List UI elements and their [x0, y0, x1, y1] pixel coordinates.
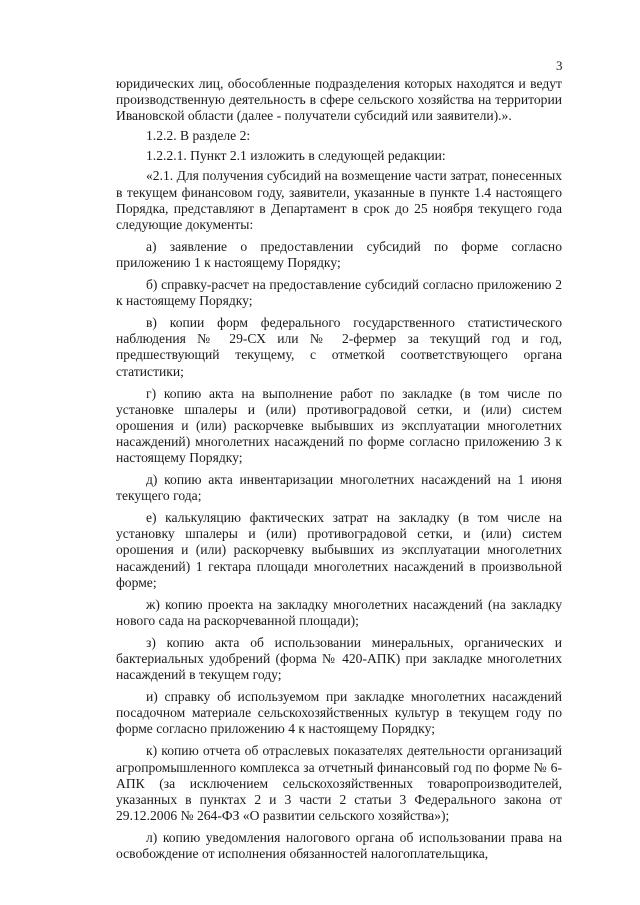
paragraph-continuation: юридических лиц, обособленные подразделения которых находятся и ведут производственную деятельность в сфере сельского хозяйства на территории Ивановской области (далее - получатели субсидий или заявители).».	[116, 76, 562, 124]
document-body	[116, 76, 562, 862]
list-item-l: л) копию уведомления налогового органа об использовании права на освобождение от исполнения обязанностей налогоплательщика,	[116, 829, 562, 862]
list-item-e: е) калькуляцию фактических затрат на закладку (в том числе на установку шпалеры и (или) противоградовой сетки, и (или) систем орошения и (или) раскорчевку выбывших из эксплуатации многолетних насаждений) 1 гектара площади многолетних насаждений в произвольной форме;	[116, 510, 562, 590]
list-item-i: и) справку об используемом при закладке многолетних насаждений посадочном материале сельскохозяйственных культур в текущем году по форме согласно приложению 4 к настоящему Порядку;	[116, 689, 562, 737]
paragraph-section-1-2-2: 1.2.2. В разделе 2:	[146, 128, 251, 144]
paragraph-clause-2-1: «2.1. Для получения субсидий на возмещение части затрат, понесенных в текущем финансовом году, заявители, указанные в пункте 1.4 настоящего Порядка, представляют в Департамент в срок до 25 ноября текущего года следующие документы:	[116, 168, 562, 232]
list-item-z: з) копию акта об использовании минеральных, органических и бактериальных удобрений (форма № 420-АПК) при закладке многолетних насаждений в текущем году;	[116, 634, 562, 683]
list-item-k: к) копию отчета об отраслевых показателях деятельности организаций агропромышленного комплекса за отчетный финансовый год по форме № 6-АПК (за исключением сельскохозяйственных товаропроизводителей, указанных в пунктах 2 и 3 части 2 статьи 3 Федерального закона от 29.12.2006 № 264-ФЗ «О развитии сельского хозяйства»);	[116, 743, 562, 823]
list-item-g: г) копию акта на выполнение работ по закладке (в том числе по установке шпалеры и (или) противоградовой сетки, и (или) систем орошения и (или) раскорчевке выбывших из эксплуатации многолетних насаждений) многолетних насаждений по форме согласно приложению 3 к настоящему Порядку;	[116, 385, 562, 465]
list-item-v: в) копии форм федерального государственного статистического наблюдения № 29-СХ или № 2-фермер за текущий год и год, предшествующий текущему, с отметкой соответствующего органа статистики;	[116, 315, 562, 379]
paragraph-section-1-2-2-1: 1.2.2.1. Пункт 2.1 изложить в следующей редакции:	[146, 148, 446, 164]
page-number: 3	[556, 58, 563, 73]
list-item-b: б) справку-расчет на предоставление субсидий согласно приложению 2 к настоящему Порядку;	[116, 277, 562, 309]
list-item-d: д) копию акта инвентаризации многолетних насаждений на 1 июня текущего года;	[116, 472, 562, 504]
list-item-a: а) заявление о предоставлении субсидий по форме согласно приложению 1 к настоящему Порядку;	[116, 238, 562, 270]
list-item-zh: ж) копию проекта на закладку многолетних насаждений (на закладку нового сада на раскорчеванной площади);	[116, 596, 562, 628]
